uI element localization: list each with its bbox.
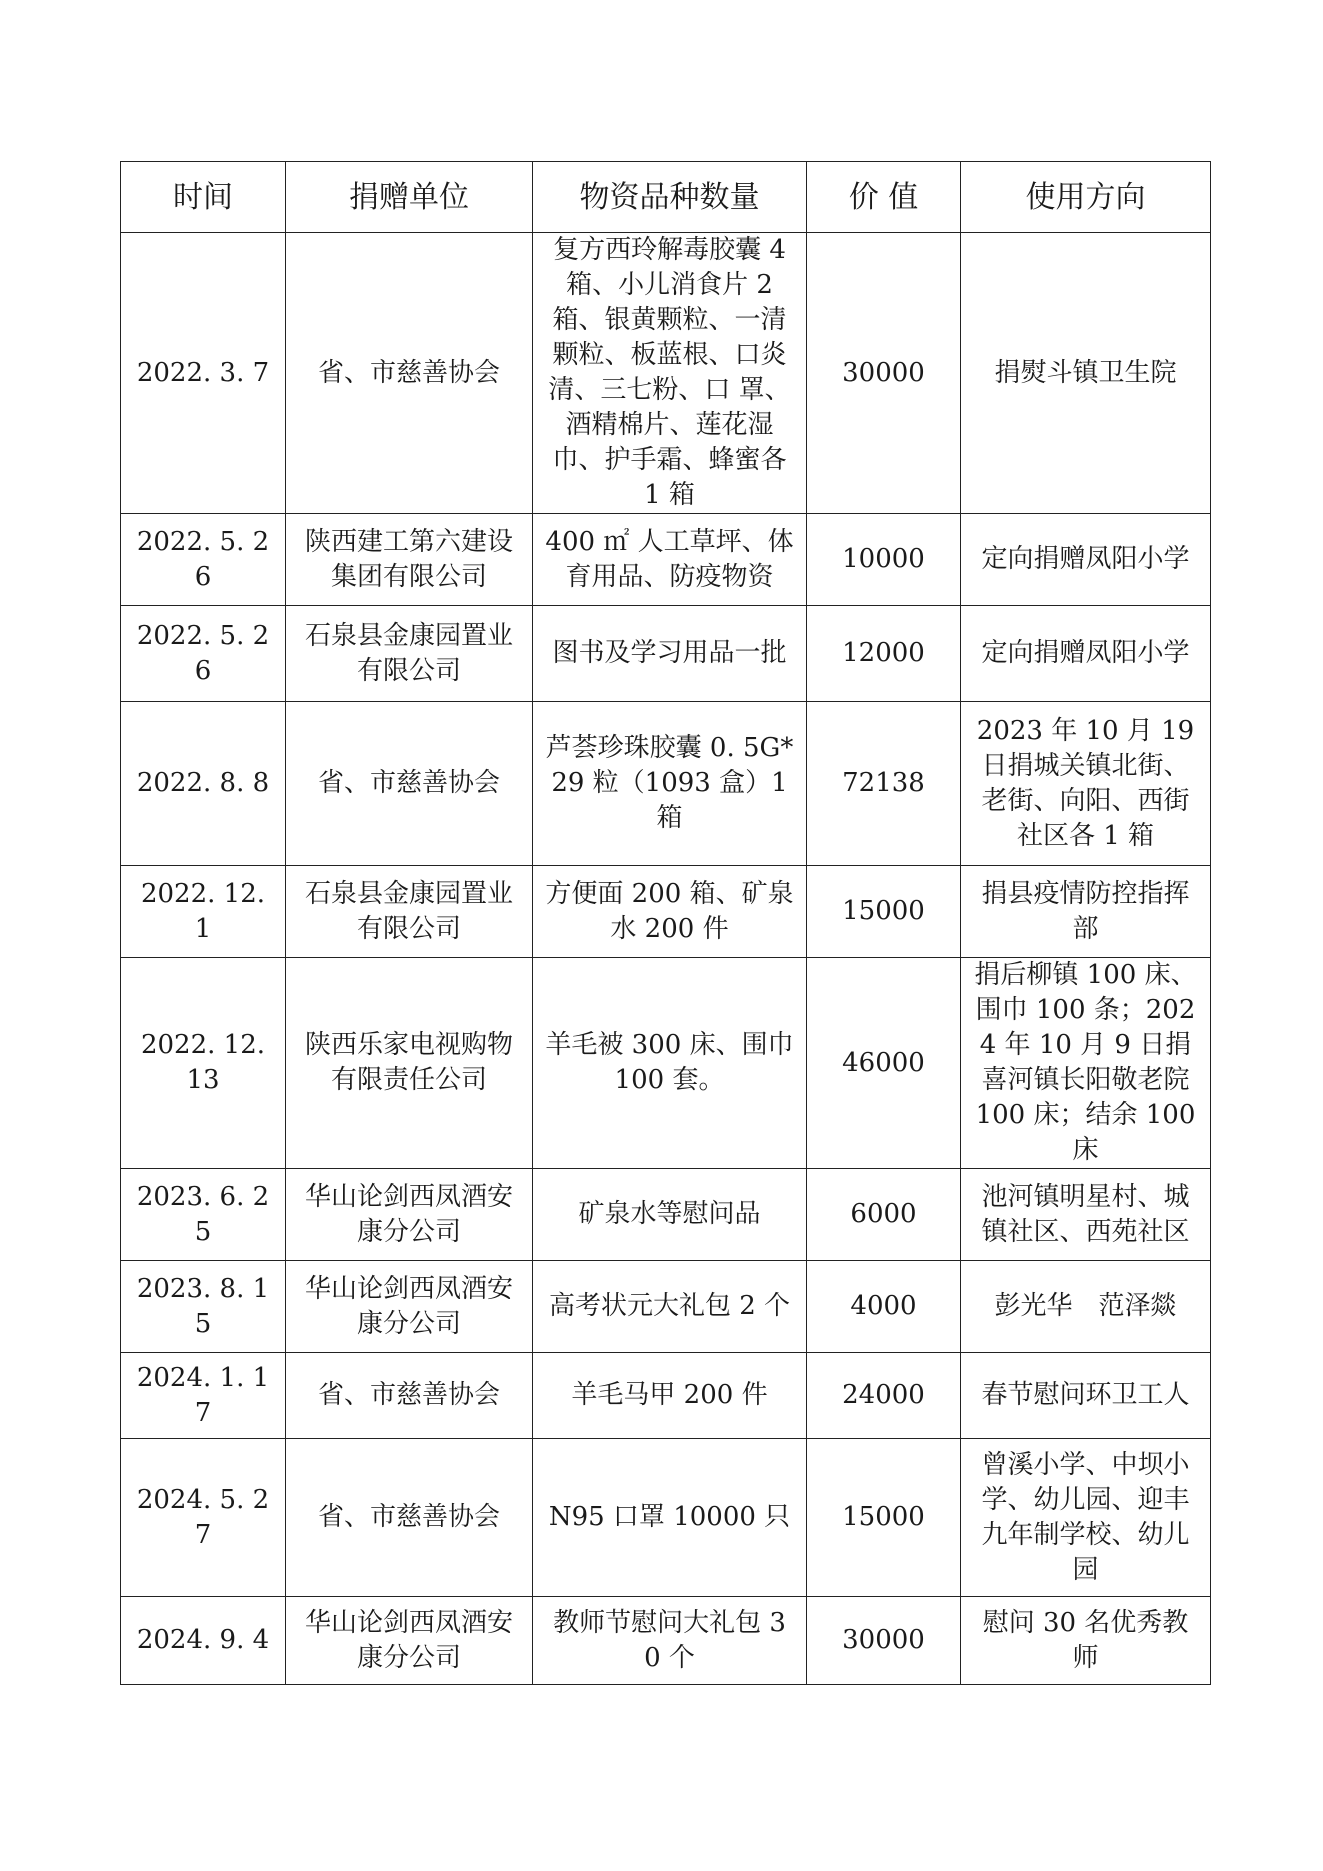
table-row [121, 1439, 1211, 1597]
cell-items: 羊毛被 300 床、围巾 100 套。 [533, 958, 807, 1169]
cell-value: 72138 [807, 702, 961, 866]
cell-items: 羊毛马甲 200 件 [533, 1353, 807, 1439]
cell-use: 池河镇明星村、城镇社区、西苑社区 [961, 1169, 1211, 1261]
cell-items: 芦荟珍珠胶囊 0. 5G*29 粒（1093 盒）1 箱 [533, 702, 807, 866]
cell-value: 6000 [807, 1169, 961, 1261]
cell-items: N95 口罩 10000 只 [533, 1439, 807, 1597]
header-items: 物资品种数量 [533, 162, 807, 233]
table-row [121, 702, 1211, 866]
header-row [121, 162, 1211, 233]
table-row [121, 866, 1211, 958]
header-date: 时间 [121, 162, 286, 233]
table-row [121, 514, 1211, 606]
cell-value: 15000 [807, 1439, 961, 1597]
cell-value: 15000 [807, 866, 961, 958]
cell-value: 30000 [807, 233, 961, 514]
table-row [121, 1597, 1211, 1685]
cell-value: 24000 [807, 1353, 961, 1439]
header-use: 使用方向 [961, 162, 1211, 233]
cell-use: 捐后柳镇 100 床、围巾 100 条；2024 年 10 月 9 日捐喜河镇长阳敬老院 100 床；结余 100 床 [961, 958, 1211, 1169]
cell-date: 2022. 5. 26 [121, 514, 286, 606]
cell-use: 定向捐赠凤阳小学 [961, 514, 1211, 606]
cell-use: 曾溪小学、中坝小学、幼儿园、迎丰九年制学校、幼儿园 [961, 1439, 1211, 1597]
table-row [121, 1169, 1211, 1261]
cell-use: 春节慰问环卫工人 [961, 1353, 1211, 1439]
cell-value: 4000 [807, 1261, 961, 1353]
cell-value: 10000 [807, 514, 961, 606]
cell-date: 2022. 3. 7 [121, 233, 286, 514]
cell-use: 彭光华 范泽燚 [961, 1261, 1211, 1353]
table-row [121, 1261, 1211, 1353]
cell-donor: 石泉县金康园置业有限公司 [286, 866, 533, 958]
cell-value: 30000 [807, 1597, 961, 1685]
table-row [121, 958, 1211, 1169]
cell-donor: 省、市慈善协会 [286, 233, 533, 514]
cell-value: 12000 [807, 606, 961, 702]
header-donor: 捐赠单位 [286, 162, 533, 233]
cell-use: 捐县疫情防控指挥部 [961, 866, 1211, 958]
cell-items: 教师节慰问大礼包 30 个 [533, 1597, 807, 1685]
cell-items: 矿泉水等慰问品 [533, 1169, 807, 1261]
cell-value: 46000 [807, 958, 961, 1169]
cell-donor: 省、市慈善协会 [286, 1439, 533, 1597]
cell-donor: 省、市慈善协会 [286, 1353, 533, 1439]
cell-date: 2022. 12. 13 [121, 958, 286, 1169]
cell-donor: 陕西乐家电视购物有限责任公司 [286, 958, 533, 1169]
cell-date: 2024. 5. 27 [121, 1439, 286, 1597]
cell-donor: 华山论剑西凤酒安康分公司 [286, 1597, 533, 1685]
donation-table [120, 161, 1211, 1685]
cell-donor: 华山论剑西凤酒安康分公司 [286, 1261, 533, 1353]
cell-items: 方便面 200 箱、矿泉水 200 件 [533, 866, 807, 958]
cell-items: 400 ㎡ 人工草坪、体育用品、防疫物资 [533, 514, 807, 606]
cell-use: 捐熨斗镇卫生院 [961, 233, 1211, 514]
cell-items: 复方西玲解毒胶囊 4 箱、小儿消食片 2 箱、银黄颗粒、一清颗粒、板蓝根、口炎清、三七粉、口 罩、酒精棉片、莲花湿巾、护手霜、蜂蜜各 1 箱 [533, 233, 807, 514]
table-row [121, 1353, 1211, 1439]
cell-donor: 石泉县金康园置业有限公司 [286, 606, 533, 702]
cell-items: 高考状元大礼包 2 个 [533, 1261, 807, 1353]
table-row [121, 233, 1211, 514]
header-value: 价 值 [807, 162, 961, 233]
cell-date: 2023. 6. 25 [121, 1169, 286, 1261]
cell-date: 2022. 12. 1 [121, 866, 286, 958]
cell-donor: 华山论剑西凤酒安康分公司 [286, 1169, 533, 1261]
cell-use: 2023 年 10 月 19 日捐城关镇北街、老街、向阳、西街社区各 1 箱 [961, 702, 1211, 866]
cell-items: 图书及学习用品一批 [533, 606, 807, 702]
cell-donor: 省、市慈善协会 [286, 702, 533, 866]
cell-donor: 陕西建工第六建设集团有限公司 [286, 514, 533, 606]
cell-date: 2022. 8. 8 [121, 702, 286, 866]
cell-use: 定向捐赠凤阳小学 [961, 606, 1211, 702]
cell-date: 2022. 5. 26 [121, 606, 286, 702]
cell-date: 2024. 1. 17 [121, 1353, 286, 1439]
cell-date: 2023. 8. 15 [121, 1261, 286, 1353]
cell-date: 2024. 9. 4 [121, 1597, 286, 1685]
table-row [121, 606, 1211, 702]
cell-use: 慰问 30 名优秀教师 [961, 1597, 1211, 1685]
